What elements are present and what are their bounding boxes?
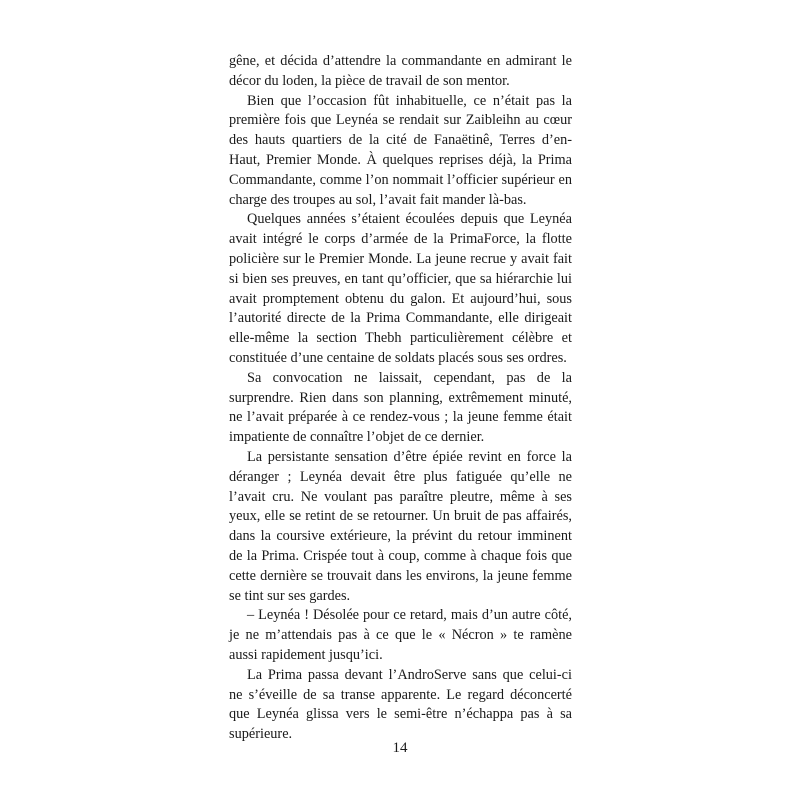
paragraph: La persistante sensation d’être épiée revint en force la déranger ; Leynéa devait être plus fatiguée qu’elle ne l’avait cru. Ne voulant pas paraître pleutre, même à ses yeux, elle se retint de se retourner. Un bruit de pas affairés, dans la coursive extérieure, la prévint du retour imminent de la Prima. Crispée tout à coup, comme à chaque fois que cette dernière se trouvait dans les environs, la jeune femme se tint sur ses gardes. <box>229 448 572 604</box>
paragraph: Quelques années s’étaient écoulées depuis que Leynéa avait intégré le corps d’armée de la PrimaForce, la flotte policière sur le Premier Monde. La jeune recrue y avait fait si bien ses preuves, en tant qu’officier, que sa hiérarchie lui avait promptement obtenu du galon. Et aujourd’hui, sous l’autorité directe de la Prima Commandante, elle dirigeait elle-même la section Thebh particulièrement célèbre et constituée d’une centaine de soldats placés sous ses ordres. <box>229 211 572 366</box>
body-text <box>229 52 572 745</box>
paragraph: Sa convocation ne laissait, cependant, pas de la surprendre. Rien dans son planning, extrêmement minuté, ne l’avait préparée à ce rendez-vous ; la jeune femme était impatiente de connaître l’objet de ce dernier. <box>229 369 572 446</box>
paragraph: La Prima passa devant l’AndroServe sans que celui-ci ne s’éveille de sa transe apparente. Le regard déconcerté que Leynéa glissa vers le semi-être n’échappa pas à sa supérieure. <box>229 666 572 743</box>
paragraph-continuation: gêne, et décida d’attendre la commandante en admirant le décor du loden, la pièce de travail de son mentor. <box>229 53 572 89</box>
paragraph: Bien que l’occasion fût inhabituelle, ce n’était pas la première fois que Leynéa se rendait sur Zaibleihn au cœur des hauts quartiers de la cité de Fanaëtinê, Terres d’en-Haut, Premier Monde. À quelques reprises déjà, la Prima Commandante, comme l’on nommait l’officier supérieur en charge des troupes au sol, l’avait fait mander là-bas. <box>229 92 572 208</box>
dialogue-paragraph: – Leynéa ! Désolée pour ce retard, mais d’un autre côté, je ne m’attendais pas à ce que le « Nécron » te ramène aussi rapidement jusqu’ici. <box>229 607 572 663</box>
page-number: 14 <box>392 740 408 756</box>
